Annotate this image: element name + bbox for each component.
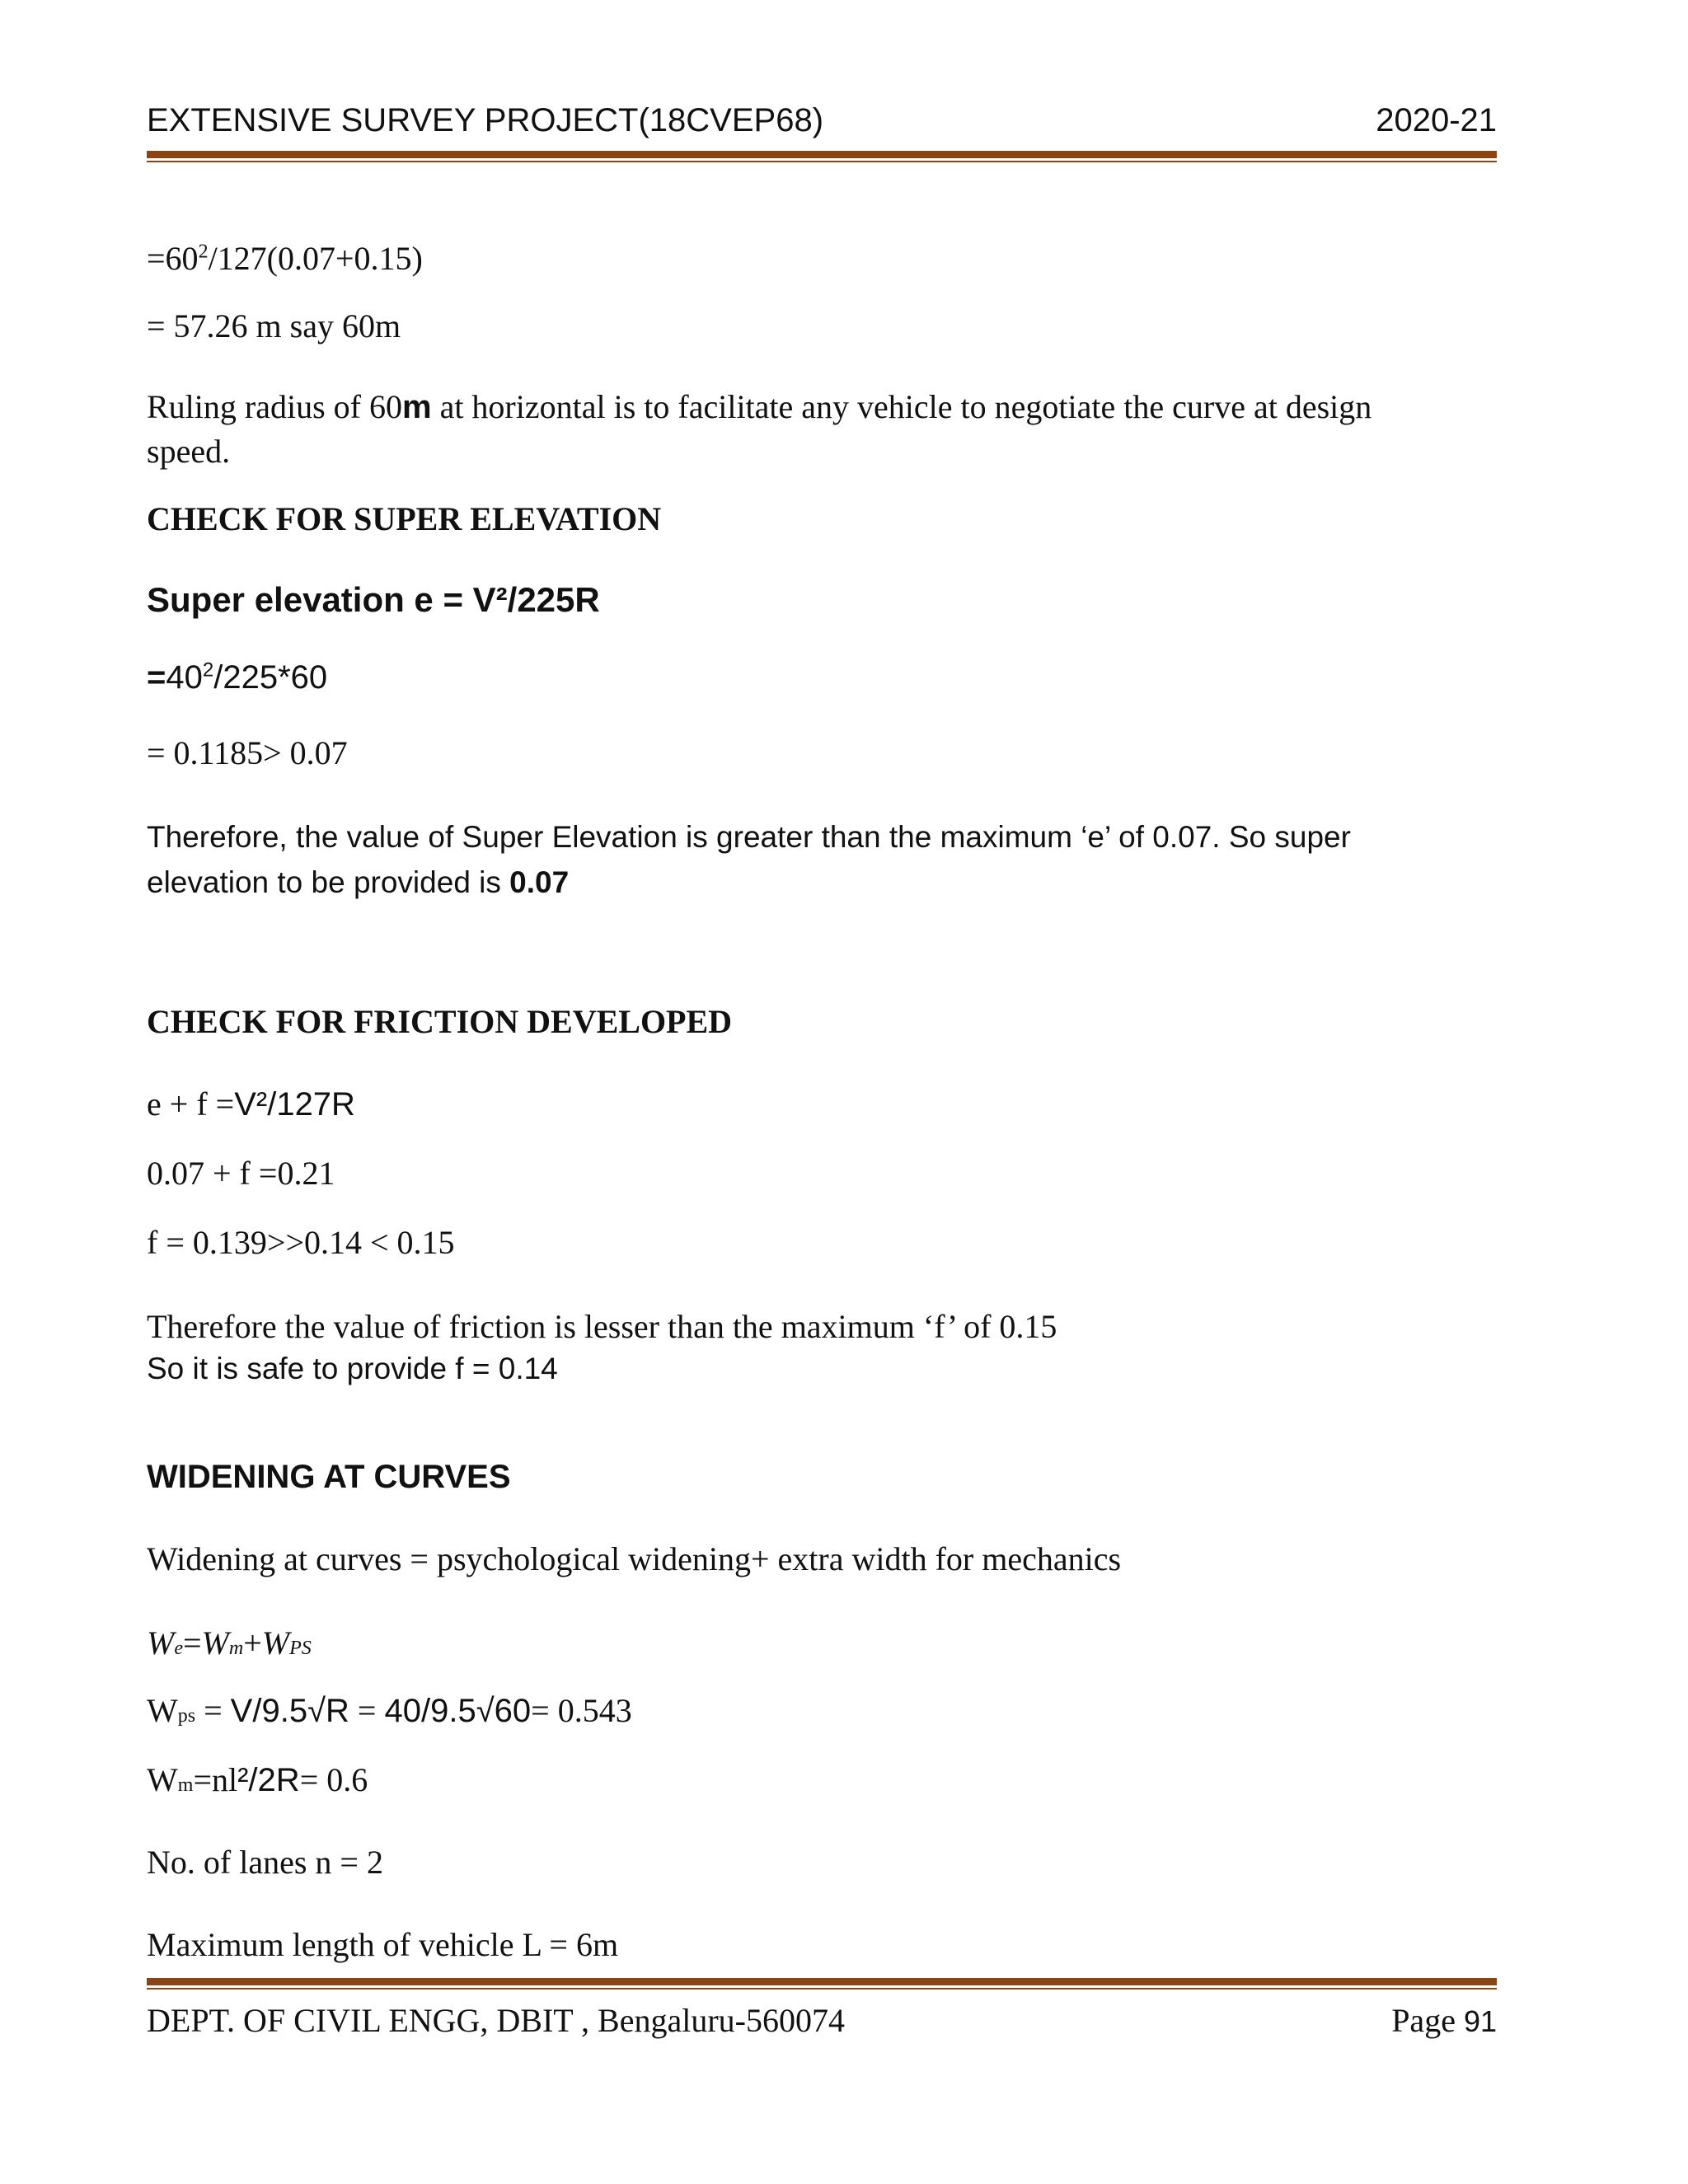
we-subscript: e: [174, 1638, 183, 1659]
footer-department: DEPT. OF CIVIL ENGG, DBIT , Bengaluru-560074: [147, 2002, 845, 2039]
super-elevation-conclusion-line2: [147, 865, 569, 900]
wps-equals: =: [349, 1692, 385, 1729]
super-elevation-calc-exponent: 2: [202, 658, 214, 682]
radius-formula: [147, 239, 423, 278]
we-symbol: W: [147, 1624, 175, 1661]
radius-note-part: at horizontal is to facilitate any vehicle to negotiate the curve at design: [431, 388, 1372, 425]
wps-symbol: W: [261, 1624, 290, 1661]
wps-label-subscript: ps: [177, 1705, 196, 1727]
friction-conclusion-line2: So it is safe to provide f = 0.14: [147, 1352, 558, 1385]
wps-subscript: PS: [289, 1638, 312, 1659]
widening-heading: WIDENING AT CURVES: [147, 1459, 511, 1495]
radius-note-line2: speed.: [147, 433, 231, 470]
friction-line1-part: e + f =: [147, 1085, 235, 1122]
wm-result: = 0.6: [299, 1761, 368, 1798]
wm-subscript: m: [228, 1638, 244, 1659]
super-elevation-heading: CHECK FOR SUPER ELEVATION: [147, 500, 662, 537]
super-elevation-value: 0.07: [509, 865, 570, 899]
header-title: EXTENSIVE SURVEY PROJECT(18CVEP68): [147, 102, 824, 138]
footer-rule-thick: [147, 1978, 1497, 1985]
wps-formula: [147, 1691, 632, 1730]
super-elevation-calc-part: 40: [166, 659, 203, 696]
friction-heading: CHECK FOR FRICTION DEVELOPED: [147, 1003, 733, 1040]
super-elevation-result: = 0.1185> 0.07: [147, 734, 348, 771]
friction-line1: [147, 1085, 355, 1123]
wm-label: W: [147, 1761, 178, 1798]
footer-page-label: Page: [1391, 2002, 1464, 2039]
footer-rule-thin: [147, 1988, 1497, 1990]
super-elevation-calc-part: /225*60: [213, 659, 328, 696]
wps-result: = 0.543: [531, 1692, 632, 1729]
radius-formula-part: =60: [147, 240, 199, 277]
lanes-line: No. of lanes n = 2: [147, 1844, 383, 1881]
radius-note-part: Ruling radius of 60: [147, 388, 402, 425]
header-rule-thick: [147, 151, 1497, 158]
wm-expression-part: =nl: [193, 1761, 238, 1798]
super-elevation-calc: [147, 659, 327, 696]
widening-definition: Widening at curves = psychological widening+ extra width for mechanics: [147, 1540, 1122, 1577]
footer-page: [1391, 2001, 1497, 2040]
footer-page-number: 91: [1463, 2004, 1497, 2038]
wps-equals: =: [195, 1692, 231, 1729]
wm-expression-part: ²/2R: [237, 1762, 300, 1798]
wps-expression: V/9.5√R: [230, 1693, 349, 1729]
header-rule-thin: [147, 161, 1497, 162]
wps-label: W: [147, 1692, 178, 1729]
header-year: 2020-21: [1376, 102, 1497, 138]
super-elevation-calc-eq: =: [147, 659, 166, 696]
wm-label-subscript: m: [177, 1774, 194, 1796]
super-elevation-conclusion-part: elevation to be provided is: [147, 865, 510, 899]
friction-line3: f = 0.139>>0.14 < 0.15: [147, 1224, 455, 1261]
wm-formula: [147, 1760, 368, 1799]
we-equals: =: [182, 1624, 202, 1661]
widening-total-formula: [147, 1624, 312, 1662]
wm-symbol: W: [201, 1624, 229, 1661]
vehicle-length-line: Maximum length of vehicle L = 6m: [147, 1926, 619, 1963]
radius-result: = 57.26 m say 60m: [147, 307, 401, 344]
friction-line1-formula: V²/127R: [234, 1086, 355, 1122]
radius-note-bold: m: [401, 389, 432, 425]
wps-calc: 40/9.5√60: [384, 1693, 532, 1729]
friction-line2: 0.07 + f =0.21: [147, 1155, 335, 1192]
friction-conclusion-line1: Therefore the value of friction is lesser than the maximum ‘f’ of 0.15: [147, 1308, 1057, 1345]
super-elevation-conclusion-line1: Therefore, the value of Super Elevation is greater than the maximum ‘e’ of 0.07. So super: [147, 820, 1351, 854]
radius-formula-part: /127(0.07+0.15): [208, 240, 423, 277]
radius-formula-exponent: 2: [198, 241, 209, 263]
radius-note-line1: [147, 387, 1372, 426]
plus-sign: +: [243, 1624, 262, 1661]
super-elevation-formula: Super elevation e = V²/225R: [147, 580, 600, 619]
